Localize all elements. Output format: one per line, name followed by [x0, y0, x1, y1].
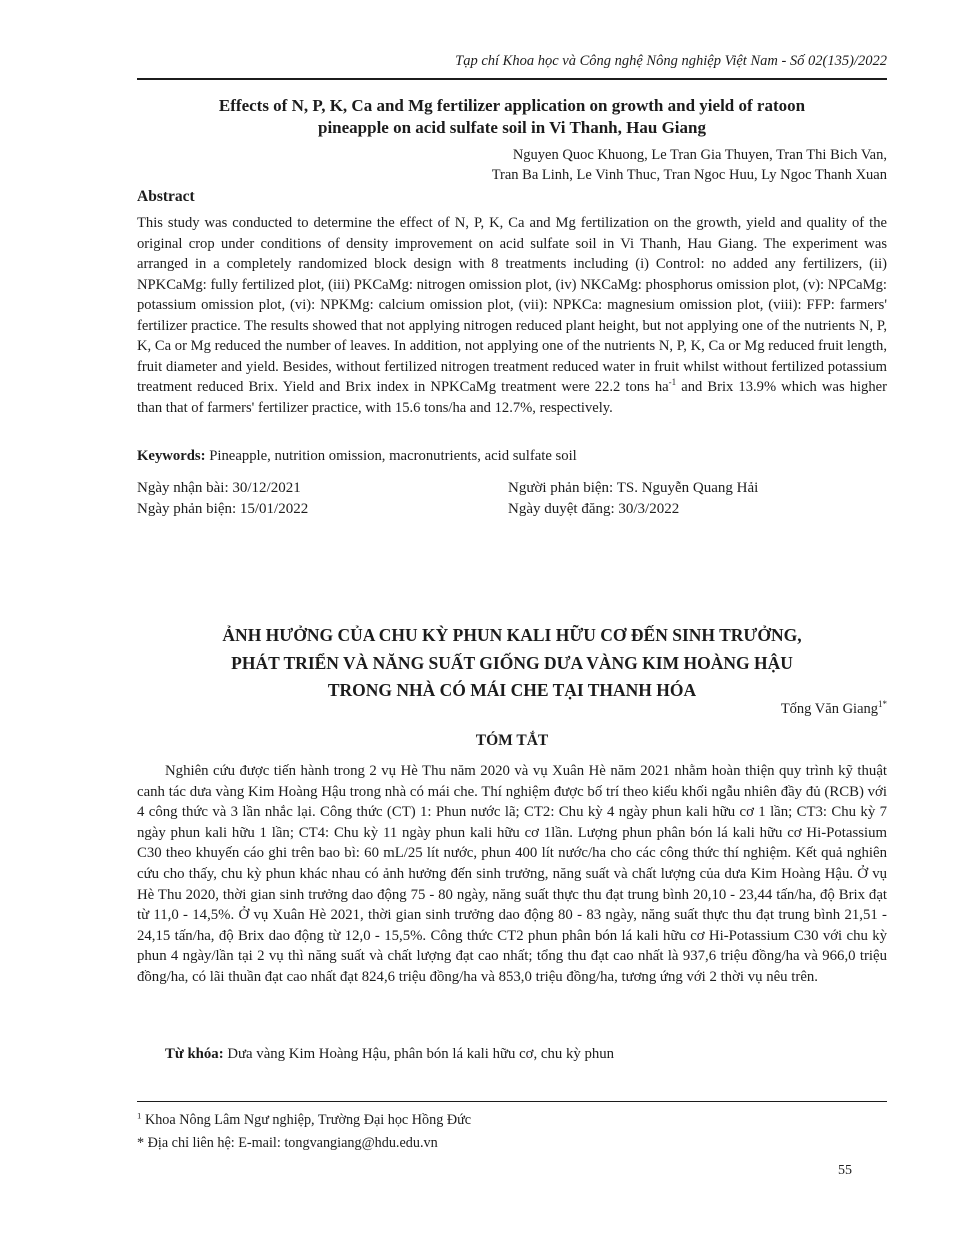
article1-title-line1: Effects of N, P, K, Ca and Mg fertilizer application on growth and yield of ratoon: [218, 96, 806, 115]
article1-date-received: Ngày nhận bài: 30/12/2021: [137, 480, 301, 496]
footnote-contact-email: * Địa chỉ liên hệ: E-mail: tongvangiang@hdu.edu.vn: [137, 1135, 438, 1151]
article1-title-line2: pineapple on acid sulfate soil in Vi Thanh, Hau Giang: [318, 117, 706, 137]
footnote-rule: [137, 1101, 887, 1102]
article2-keywords: [137, 1046, 887, 1063]
article2-keywords-text: Dưa vàng Kim Hoàng Hậu, phân bón lá kali hữu cơ, chu kỳ phun: [223, 1046, 615, 1062]
footnote-affiliation: [137, 1109, 887, 1132]
article2-title: [137, 622, 887, 705]
article2-title-line1: ẢNH HƯỞNG CỦA CHU KỲ PHUN KALI HỮU CƠ ĐẾN SINH TRƯỞNG,: [222, 625, 802, 645]
footnote-affiliation-marker: 1: [137, 1110, 142, 1121]
article1-date-revised: Ngày phản biện: 15/01/2022: [137, 500, 309, 517]
footnotes-block: [137, 1109, 887, 1155]
article2-author-affiliation-marker: 1*: [878, 699, 887, 710]
footnote-affiliation-text: Khoa Nông Lâm Ngư nghiệp, Trường Đại học Hồng Đức: [141, 1112, 472, 1128]
article1-keywords-text: Pineapple, nutrition omission, macronutrients, acid sulfate soil: [205, 448, 577, 464]
page-content-column: [137, 0, 887, 1254]
article2-keywords-label: Từ khóa:: [165, 1046, 224, 1062]
article2-abstract-heading: TÓM TẮT: [475, 732, 549, 749]
page-number: 55: [838, 1163, 852, 1178]
article1-authors-line1: Nguyen Quoc Khuong, Le Tran Gia Thuyen, Tran Thi Bich Van,: [512, 147, 887, 163]
article1-keywords: [137, 448, 887, 465]
article1-dates-block: [137, 478, 887, 519]
article2-abstract-paragraph: Nghiên cứu được tiến hành trong 2 vụ Hè Thu năm 2020 và vụ Xuân Hè năm 2021 nhằm hoàn thiện quy trình kỹ thuật canh tác dưa vàng Kim Hoàng Hậu trong nhà có mái che. Thí nghiệm được bố trí theo kiểu khối ngẫu nhiên đầy đủ (RCB) với 4 công thức và 3 lần nhắc lại. Công thức (CT) 1: Phun nước lã; CT2: Chu kỳ 4 ngày phun kali hữu cơ 1 lần; CT3: Chu kỳ 7 ngày phun kali hữu 1 lần; CT4: Chu kỳ 11 ngày phun kali hữu cơ 1lần. Lượng phun phân bón lá kali hữu cơ Hi-Potassium C30 theo khuyến cáo ghi trên bao bì: 60 mL/25 lít nước, phun 400 lít nước/ha cho các công thức thí nghiệm. Kết quả nghiên cứu cho thấy, chu kỳ phun khác nhau có ảnh hưởng đến sinh trưởng, năng suất và chất lượng của dưa Kim Hoàng Hậu. Ở vụ Hè Thu 2020, thời gian sinh trưởng dao động 75 - 80 ngày, năng suất thực thu đạt trung bình 20,10 - 23,44 tấn/ha, độ Brix đạt từ 11,0 - 14,5%. Ở vụ Xuân Hè 2021, thời gian sinh trưởng dao động 80 - 83 ngày, năng suất thực thu đạt trung bình 21,51 - 24,15 tấn/ha, độ Brix dao động từ 12,0 - 15,5%. Công thức CT2 phun phân bón lá kali hữu cơ Hi-Potassium C30 với chu kỳ phun 4 ngày/lần tại 2 vụ thì năng suất và chất lượng đạt cao nhất; tổng thu đạt cao nhất là 937,6 triệu đồng/ha và 966,0 triệu đồng/ha, có lãi thuần đạt cao nhất đạt 824,6 triệu đồng/ha và 853,0 triệu đồng/ha, tương ứng với 2 thời vụ nêu trên.: [137, 763, 887, 985]
article2-title-line3: TRONG NHÀ CÓ MÁI CHE TẠI THANH HÓA: [327, 680, 697, 700]
article2-title-line2: PHÁT TRIỂN VÀ NĂNG SUẤT GIỐNG DƯA VÀNG KIM HOÀNG HẬU: [231, 652, 793, 673]
article1-authors-line2: Tran Ba Linh, Le Vinh Thuc, Tran Ngoc Huu, Ly Ngoc Thanh Xuan: [491, 166, 887, 183]
article1-date-accepted: Ngày duyệt đăng: 30/3/2022: [508, 500, 680, 517]
article1-abstract-paragraph: [137, 213, 887, 418]
article1-keywords-label: Keywords:: [137, 448, 206, 464]
article1-dates-right: [508, 478, 758, 519]
article1-authors: [137, 146, 887, 185]
article2-author-name: Tống Văn Giang: [780, 701, 879, 717]
article1-abstract-text-cont: and Brix 13.9% which was higher than that of farmers' fertilizer practice, with 15.6 tons/ha and 12.7%, respectively.: [137, 379, 887, 416]
article1-abstract-superscript: -1: [668, 377, 677, 388]
article1-abstract-text: This study was conducted to determine the effect of N, P, K, Ca and Mg fertilization on the growth, yield and quality of the original crop under conditions of density improvement on acid sulfate soil in Vi Thanh, Hau Giang. The experiment was arranged in a completely randomized block design with 8 treatments including (i) Control: no added any fertilizers, (ii) NPKCaMg: fully fertilized plot, (iii) PKCaMg: nitrogen omission plot, (iv) NKCaMg: phosphorus omission plot, (v): NPCaMg: potassium omission plot, (vi): NPKMg: calcium omission plot, (vii): NPKCa: magnesium omission plot, (viii): FFP: farmers' fertilizer practice. The results showed that not applying nitrogen reduced plant height, but not applying one of the nutrients N, P, K, Ca or Mg reduced the number of leaves. In addition, not applying one of the nutrients N, P, K, Ca or Mg reduced fruit length, fruit diameter and yield. Besides, without fertilized nitrogen treatment reduced water in fruit whilst without fertilized potassium treatment reduced Brix. Yield and Brix index in NPKCaMg treatment were 22.2 tons ha: [137, 215, 887, 395]
article1-abstract-heading: Abstract: [137, 188, 195, 205]
article1-title: [137, 95, 887, 138]
article2-author: [137, 701, 887, 718]
journal-running-head: Tạp chí Khoa học và Công nghệ Nông nghiệp Việt Nam - Số 02(135)/2022: [455, 53, 887, 69]
header-rule: [137, 78, 887, 80]
article1-reviewer: Người phản biện: TS. Nguyễn Quang Hải: [508, 480, 759, 496]
